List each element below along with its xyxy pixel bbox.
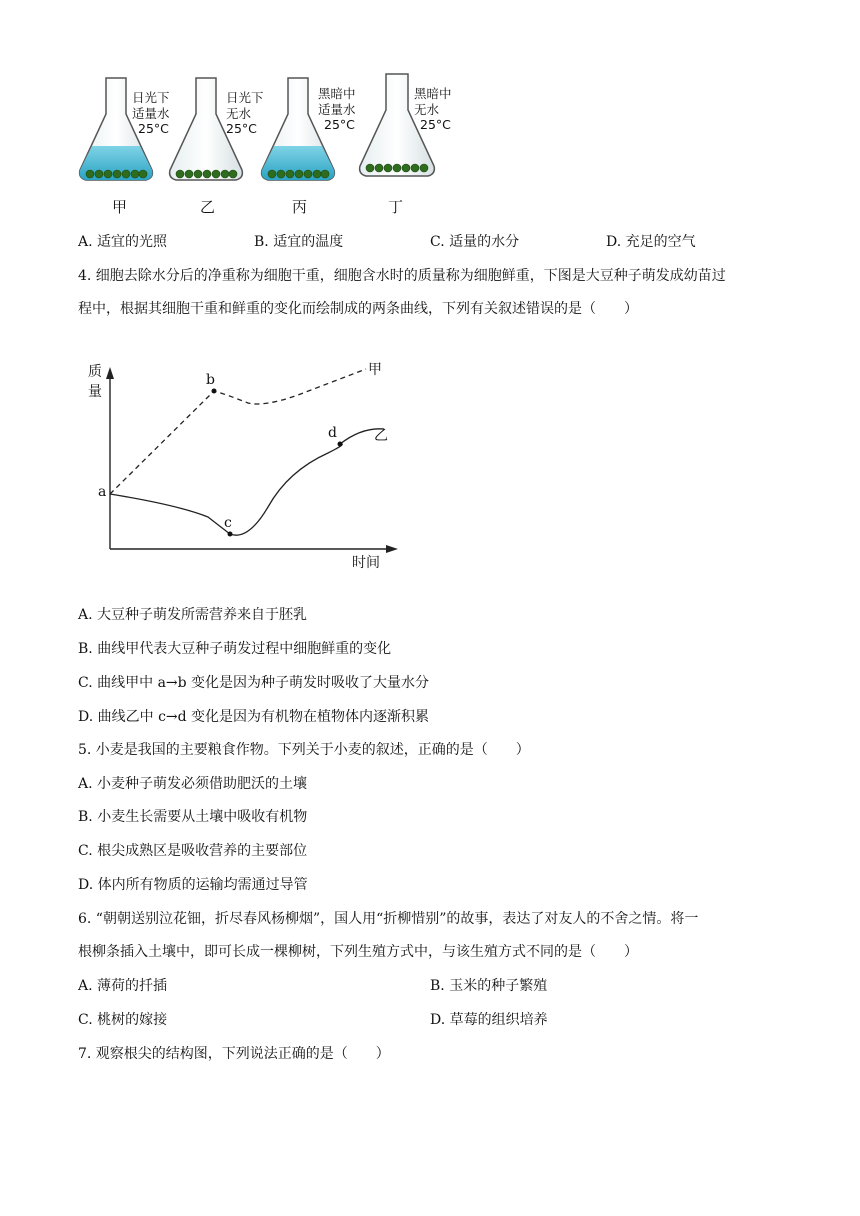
q6-option-b[interactable]: B. 玉米的种子繁殖 [430,978,548,994]
q6-stem-line1: 6. “朝朝送别泣花钿，折尽春风杨柳烟”，国人用“折柳惜别”的故事，表达了对友人的不舍之情。将一 [78,911,699,927]
flask-4-light: 黑暗中 [414,86,452,101]
flask-2-letter: 乙 [200,198,216,216]
q6-option-d[interactable]: D. 草莓的组织培养 [430,1012,548,1028]
point-c-dot [228,532,233,537]
q3-option-a[interactable]: A. 适宜的光照 [78,234,168,250]
q3-option-b[interactable]: B. 适宜的温度 [254,234,344,250]
q4-option-c[interactable]: C. 曲线甲中 a→b 变化是因为种子萌发时吸收了大量水分 [78,675,430,691]
q6-option-a[interactable]: A. 薄荷的扦插 [78,978,168,994]
q6-stem-line2: 根柳条插入土壤中，即可长成一棵柳树，下列生殖方式中，与该生殖方式不同的是（ ） [78,944,638,960]
y-label-2: 量 [88,384,102,400]
point-a-label: a [98,484,107,500]
flask-3-letter: 丙 [292,198,308,216]
y-label-1: 质 [88,364,102,380]
flask-4-caption [414,86,452,133]
flask-2-caption [226,90,264,137]
point-d-label: d [328,425,337,441]
q3-option-c[interactable]: C. 适量的水分 [430,234,520,250]
flask-3-caption [318,86,356,133]
flask-1-temp: 25°C [138,121,169,136]
y-axis-arrow [106,367,114,379]
flask-3-water: 适量水 [318,101,356,117]
flask-1-light: 日光下 [132,90,170,105]
q4-option-b[interactable]: B. 曲线甲代表大豆种子萌发过程中细胞鲜重的变化 [78,641,392,657]
flask-2-light: 日光下 [226,90,264,105]
flask-figure [70,70,470,220]
flask-drawings [70,70,470,220]
x-label: 时间 [352,555,380,571]
q3-option-d[interactable]: D. 充足的空气 [606,234,696,250]
q4-graph-svg [88,355,418,580]
curve-yi-label: 乙 [374,428,388,444]
q4-option-a[interactable]: A. 大豆种子萌发所需营养来自于胚乳 [78,607,308,623]
flask-1-water: 适量水 [132,105,170,121]
q5-option-a[interactable]: A. 小麦种子萌发必须借助肥沃的土壤 [78,776,308,792]
q5-option-b[interactable]: B. 小麦生长需要从土壤中吸收有机物 [78,809,308,825]
flask-4-temp: 25°C [420,117,451,132]
point-d-dot [338,442,343,447]
flask-1-caption [132,90,170,137]
point-b-dot [212,389,217,394]
q4-option-d[interactable]: D. 曲线乙中 c→d 变化是因为有机物在植物体内逐渐积累 [78,709,430,725]
q6-option-c[interactable]: C. 桃树的嫁接 [78,1012,168,1028]
q4-graph [88,355,418,580]
curve-yi [110,429,384,535]
flask-2-water: 无水 [226,105,252,121]
q4-stem-line2: 程中，根据其细胞干重和鲜重的变化而绘制成的两条曲线，下列有关叙述错误的是（ ） [78,301,638,317]
point-b-label: b [206,372,215,388]
q5-stem: 5. 小麦是我国的主要粮食作物。下列关于小麦的叙述，正确的是（ ） [78,742,530,758]
flask-4-letter: 丁 [388,198,404,216]
flask-4-water: 无水 [414,101,440,117]
flask-3-light: 黑暗中 [318,86,356,101]
point-c-label: c [224,515,232,531]
q5-option-c[interactable]: C. 根尖成熟区是吸收营养的主要部位 [78,843,308,859]
flask-1-letter: 甲 [112,198,128,216]
q4-stem-line1: 4. 细胞去除水分后的净重称为细胞干重，细胞含水时的质量称为细胞鲜重，下图是大豆种子萌发成幼苗过 [78,268,726,284]
curve-jia-label: 甲 [368,362,382,378]
q5-option-d[interactable]: D. 体内所有物质的运输均需通过导管 [78,877,308,893]
q7-stem: 7. 观察根尖的结构图，下列说法正确的是（ ） [78,1046,390,1062]
flask-3-temp: 25°C [324,117,355,132]
x-axis-arrow [386,545,398,553]
flask-2-temp: 25°C [226,121,257,136]
